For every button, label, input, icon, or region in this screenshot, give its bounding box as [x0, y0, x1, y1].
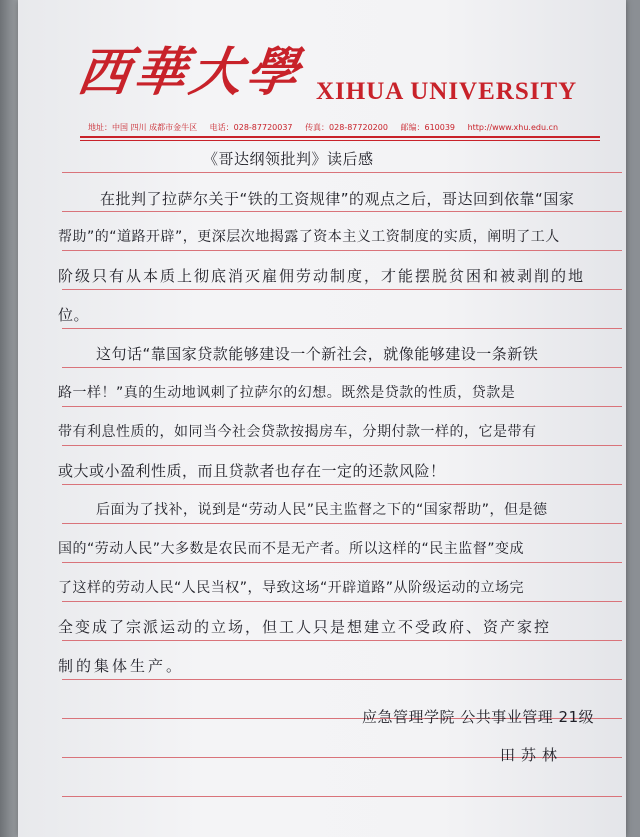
essay-line: 这句话“靠国家贷款能够建设一个新社会，就像能够建设一条新铁: [96, 345, 539, 363]
ruled-line: [62, 211, 622, 212]
essay-line: 了这样的劳动人民“人民当权”，导致这场“开辟道路”从阶级运动的立场完: [58, 580, 525, 596]
ruled-line: [62, 172, 622, 173]
essay-line: 国的“劳动人民”大多数是农民而不是无产者。所以这样的“民主监督”变成: [58, 541, 525, 557]
ruled-line: [62, 562, 622, 563]
university-logo-chinese: 西華大學: [73, 42, 307, 103]
essay-line: 阶级只有从本质上彻底消灭雇佣劳动制度，才能摆脱贫困和被剥削的地: [58, 267, 586, 285]
signature-department: 应急管理学院 公共事业管理 21级: [362, 708, 595, 726]
ruled-line: [62, 640, 622, 641]
postcode-text: 邮编：610039: [400, 123, 456, 132]
ruled-line: [62, 796, 622, 797]
ruled-line: [62, 367, 622, 368]
ruled-line: [62, 328, 622, 329]
university-name-english: XIHUA UNIVERSITY: [316, 78, 578, 105]
page-edge-shadow: [0, 0, 18, 837]
header-rule: [80, 136, 600, 138]
ruled-line: [62, 289, 622, 290]
letter-paper: [18, 0, 626, 837]
header-rule-thin: [80, 140, 600, 141]
essay-line: 位。: [58, 306, 90, 324]
essay-line: 制的集体生产。: [58, 657, 185, 675]
essay-line: 路一样！”真的生动地讽刺了拉萨尔的幻想。既然是贷款的性质，贷款是: [58, 385, 516, 401]
signature-name: 田苏林: [500, 746, 564, 764]
address-text: 地址：中国 四川 成都市金牛区: [88, 123, 198, 132]
ruled-line: [62, 250, 622, 251]
ruled-line: [62, 445, 622, 446]
ruled-line: [62, 679, 622, 680]
website-text: http://www.xhu.edu.cn: [467, 123, 559, 132]
fax-text: 传真：028-87720200: [305, 123, 388, 132]
letterhead-contact: [88, 122, 588, 133]
essay-line: 带有利息性质的，如同当今社会贷款按揭房车，分期付款一样的，它是带有: [58, 424, 537, 440]
essay-title: 《哥达纲领批判》读后感: [203, 150, 374, 168]
essay-line: 后面为了找补，说到是“劳动人民”民主监督之下的“国家帮助”，但是德: [96, 502, 548, 518]
ruled-line: [62, 406, 622, 407]
ruled-line: [62, 601, 622, 602]
ruled-line: [62, 523, 622, 524]
ruled-line: [62, 484, 622, 485]
essay-line: 帮助”的“道路开辟”，更深层次地揭露了资本主义工资制度的实质，阐明了工人: [58, 229, 560, 245]
essay-line: 在批判了拉萨尔关于“铁的工资规律”的观点之后，哥达回到依靠“国家: [100, 190, 575, 208]
essay-line: 或大或小盈利性质，而且贷款者也存在一定的还款风险！: [58, 462, 446, 480]
phone-text: 电话：028-87720037: [209, 123, 293, 132]
essay-line: 全变成了宗派运动的立场，但工人只是想建立不受政府、资产家控: [58, 618, 552, 636]
